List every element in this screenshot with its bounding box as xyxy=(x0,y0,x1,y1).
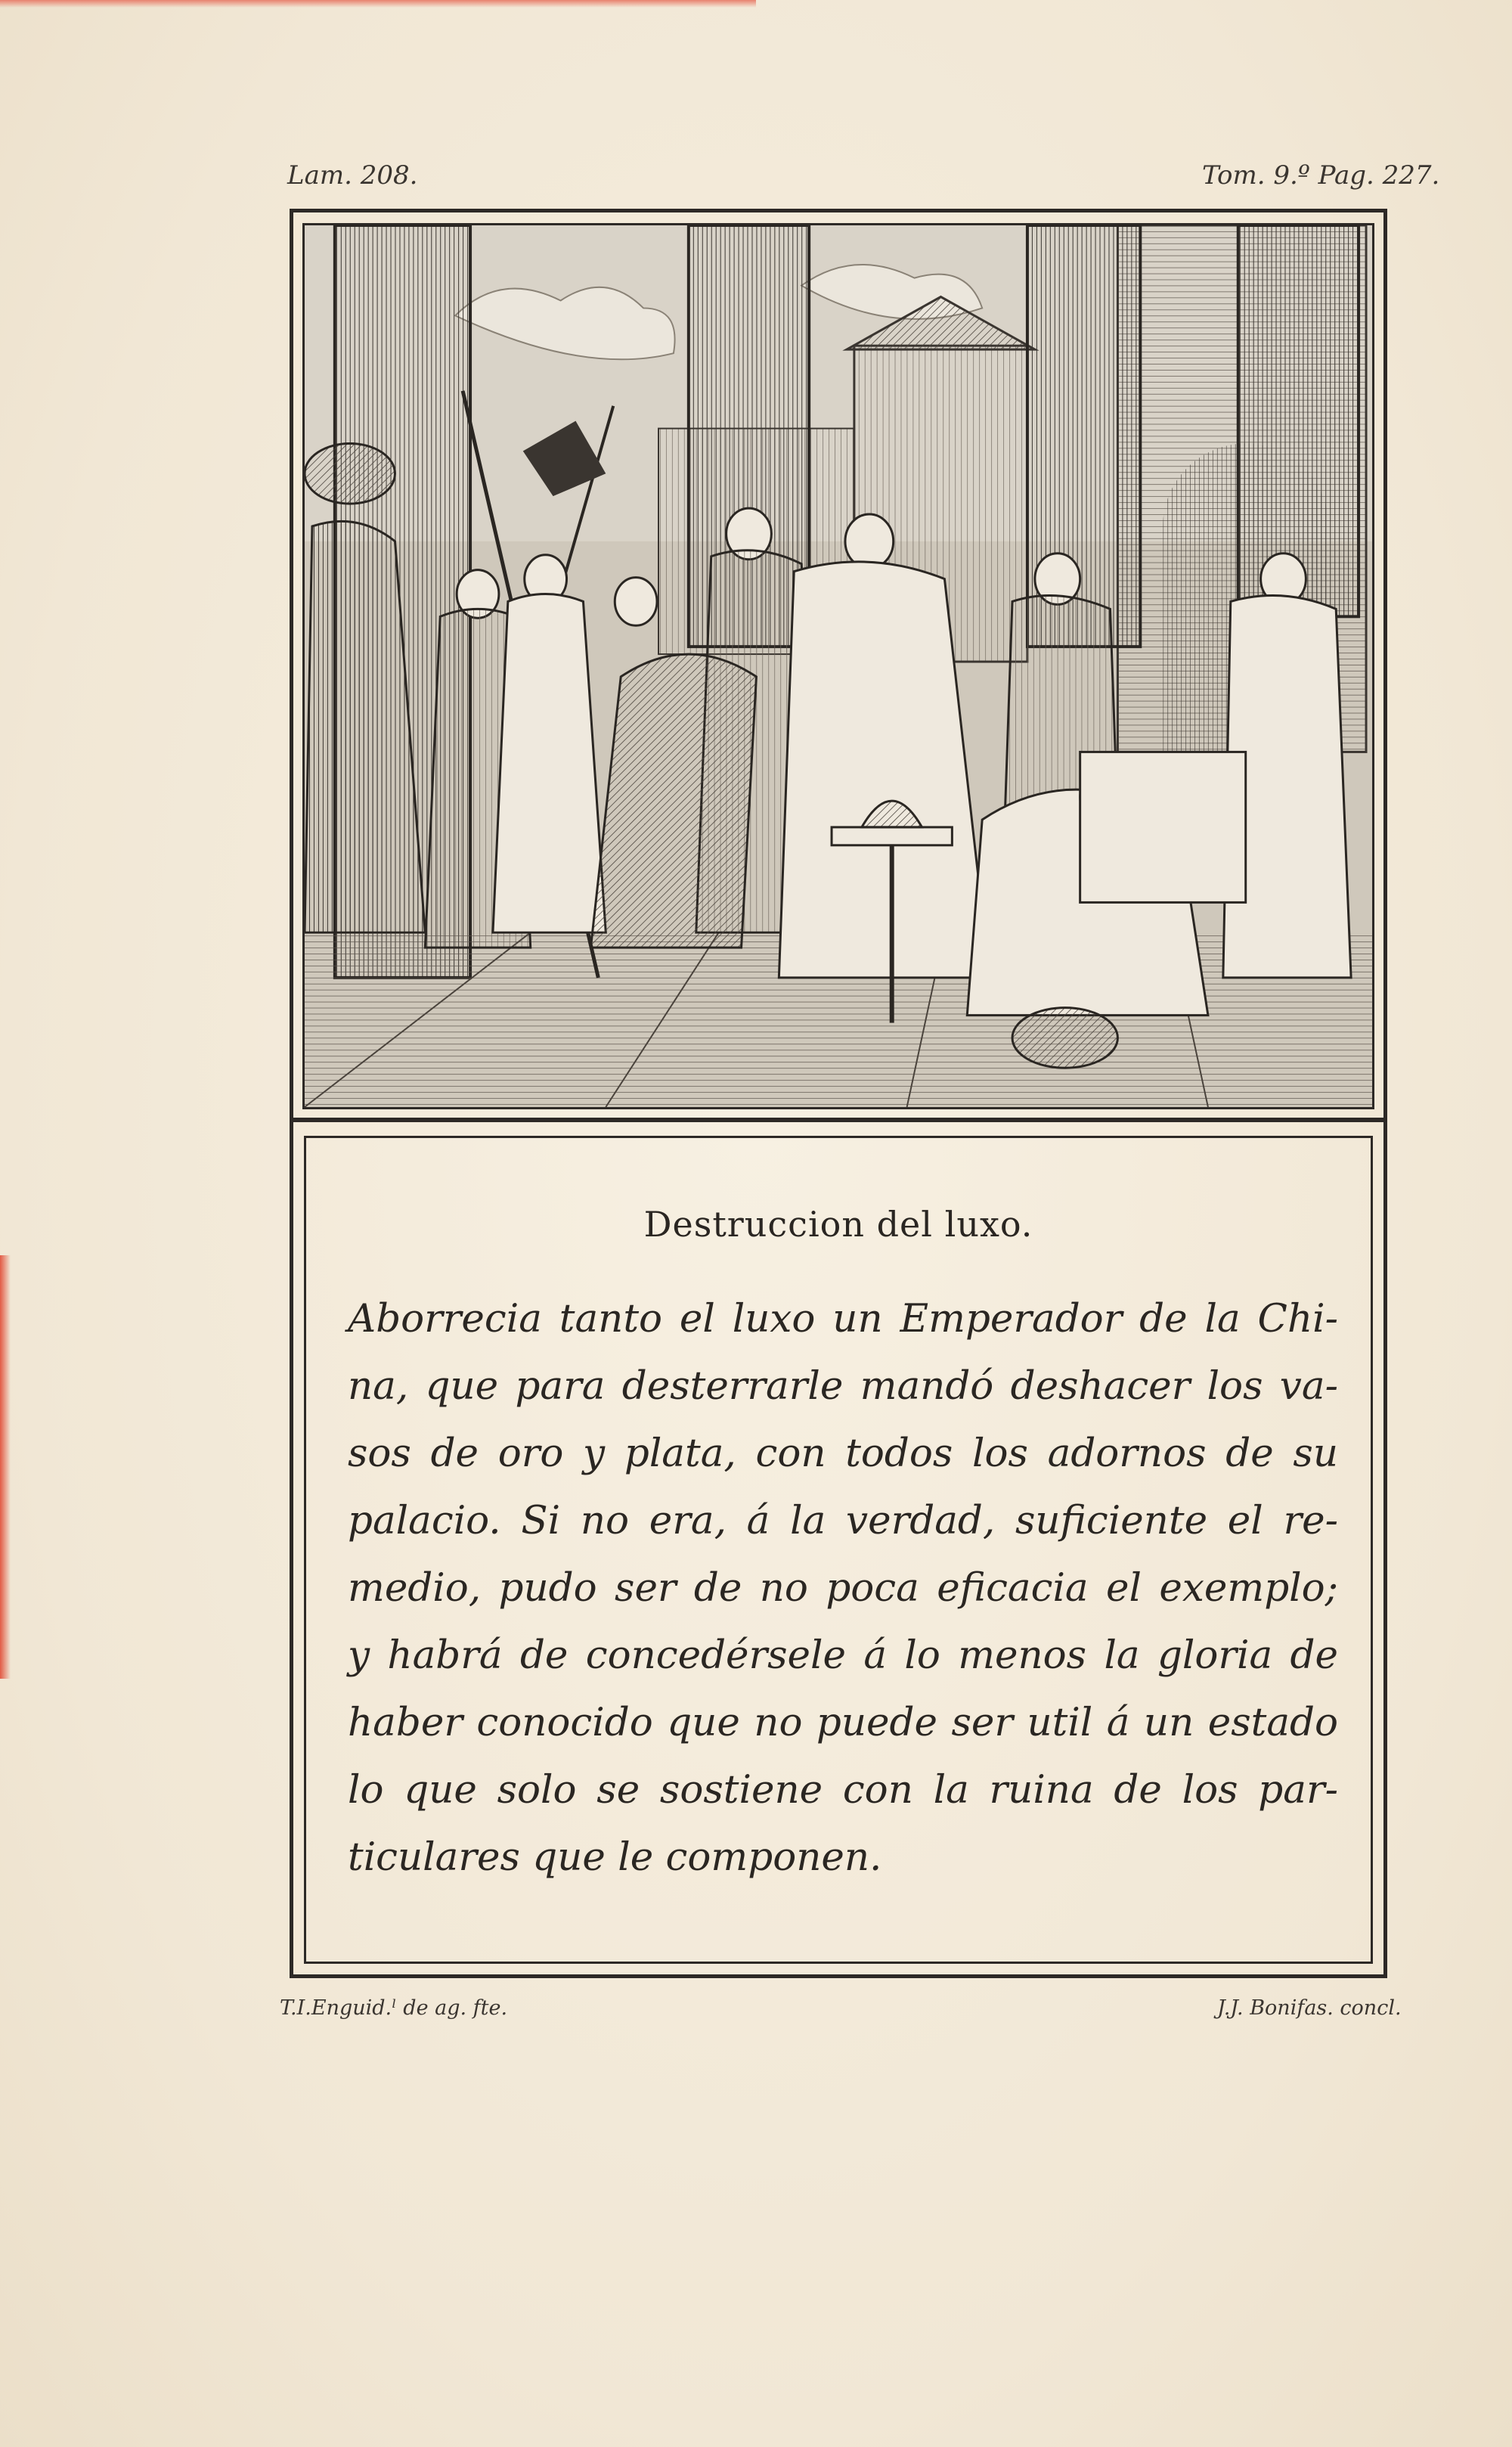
caption-line: y habrá de concedérsele á lo menos la gloria de xyxy=(348,1633,1338,1678)
column-right xyxy=(1238,225,1359,616)
caption-title: Destruccion del luxo. xyxy=(643,1204,1033,1245)
top-edge-stain xyxy=(0,0,756,8)
caption-line: medio, pudo ser de no poca eficacia el exemplo; xyxy=(348,1565,1338,1611)
caption-line: ticulares que le componen. xyxy=(348,1834,882,1880)
banquet-table xyxy=(1080,752,1246,902)
caption-line: lo que solo se sostiene con la ruina de los par- xyxy=(348,1767,1338,1813)
basket xyxy=(1012,1008,1117,1068)
side-table xyxy=(832,827,952,845)
plate-divider xyxy=(290,1118,1387,1122)
caption-body xyxy=(348,1286,1338,1891)
plate-number: Lam. 208. xyxy=(287,160,418,191)
volume-page: Tom. 9.º Pag. 227. xyxy=(1202,160,1440,191)
caption-line: na, que para desterrarle mandó deshacer los va- xyxy=(348,1363,1338,1409)
caption-line: palacio. Si no era, á la verdad, suficiente el re- xyxy=(348,1498,1338,1543)
engraving-scene xyxy=(305,225,1372,1107)
engraving-illustration xyxy=(302,223,1374,1109)
finisher-credit: J.J. Bonifas. concl. xyxy=(1217,1996,1402,2020)
caption-line: haber conocido que no puede ser util á un estado xyxy=(348,1700,1338,1745)
caption-line: Aborrecia tanto el luxo un Emperador de la Chi- xyxy=(348,1296,1338,1341)
caption-line: sos de oro y plata, con todos los adornos de su xyxy=(348,1431,1338,1476)
engraver-credit: T.I.Enguid.ˡ de ag. fte. xyxy=(280,1996,508,2020)
left-edge-stain xyxy=(0,1255,11,1679)
